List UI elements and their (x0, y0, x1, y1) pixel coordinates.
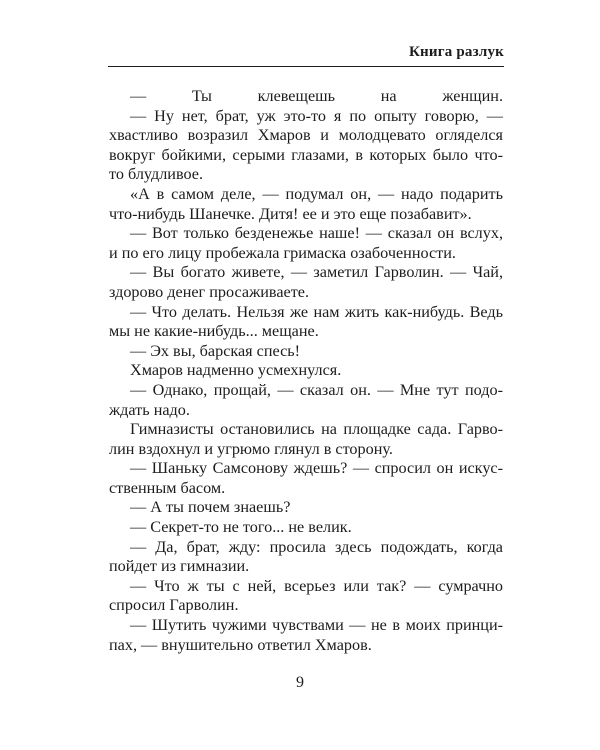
header-rule (108, 66, 504, 67)
text-line: — Ну нет, брат, уж это-то я по опыту говорю, — (130, 106, 503, 125)
text-line: мы не какие-нибудь... мещане. (109, 322, 319, 341)
text-line: — Вы богато живете, — заметил Гарволин. — Чай, (130, 263, 503, 282)
text-line: вокруг бойкими, серыми глазами, в которых было что- (109, 145, 503, 164)
text-line: спросил Гарволин. (109, 596, 239, 615)
text-line: ственным басом. (109, 478, 226, 497)
text-line: — Ты клевещешь на женщин. (130, 87, 503, 105)
text-line: — Шутить чужими чувствами — не в моих принци- (130, 616, 503, 635)
text-line: и по его лицу пробежала гримаска озабоченности. (109, 243, 456, 262)
text-line: — Что делать. Нельзя же нам жить как-нибудь. Ведь (130, 302, 503, 321)
text-line: хвастливо возразил Хмаров и молодцевато огляделся (109, 126, 503, 145)
text-line: лин вздохнул и угрюмо глянул в сторону. (109, 439, 393, 458)
page-number: 9 (296, 674, 304, 691)
text-line: ждать надо. (109, 400, 190, 419)
text-line: — Секрет-то не того... не велик. (130, 518, 352, 537)
text-line: — Эх вы, барская спесь! (130, 341, 301, 360)
text-line: Хмаров надменно усмехнулся. (130, 361, 342, 380)
text-line: — Что ж ты с ней, всерьез или так? — сумрачно (130, 576, 503, 595)
text-line: что-нибудь Шанечке. Дитя! ее и это еще позабавит». (109, 204, 472, 223)
text-line: пах, — внушительно ответил Хмаров. (109, 635, 372, 654)
text-line: — Однако, прощай, — сказал он. — Мне тут подо- (130, 380, 503, 399)
text-line: — Да, брат, жду: просила здесь подождать, когда (130, 537, 503, 556)
text-line: пойдет из гимназии. (109, 557, 250, 576)
body-text (109, 87, 503, 655)
text-line: «А в самом деле, — подумал он, — надо подарить (130, 184, 503, 203)
text-line: то блудливое. (109, 165, 204, 184)
text-line: здорово денег просаживаете. (109, 282, 310, 301)
text-line: — Шаньку Самсонову ждешь? — спросил он искус- (130, 459, 503, 478)
text-line: — А ты почем знаешь? (130, 498, 291, 517)
running-title: Книга разлук (408, 44, 504, 60)
text-line: — Вот только безденежье наше! — сказал он вслух, (130, 224, 503, 243)
text-line: Гимназисты остановились на площадке сада. Гарво- (130, 420, 503, 439)
